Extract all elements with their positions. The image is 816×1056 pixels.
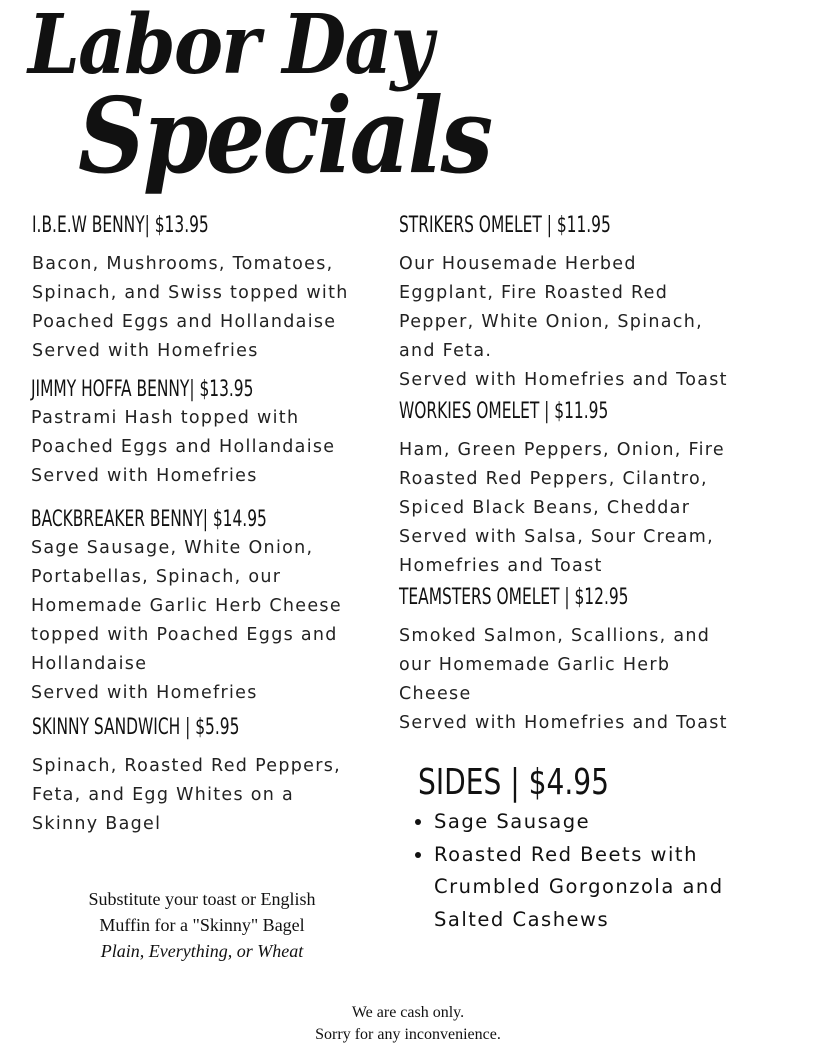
menu-item-description: Spinach, Roasted Red Peppers, Feta, and Egg Whites on a Skinny Bagel bbox=[32, 756, 342, 834]
menu-item-description: Our Housemade Herbed Eggplant, Fire Roasted Red Pepper, White Onion, Spinach, and Feta. Served with Homefries and Toast bbox=[399, 254, 728, 390]
menu-item-heading: BACKBREAKER BENNY| $14.95 bbox=[31, 507, 267, 532]
page-title-line2: Specials bbox=[78, 74, 491, 197]
menu-item-heading: I.B.E.W BENNY| $13.95 bbox=[32, 213, 209, 238]
menu-item-description: Pastrami Hash topped with Poached Eggs and Hollandaise Served with Homefries bbox=[31, 408, 336, 486]
footer-line: We are cash only. bbox=[351, 1004, 465, 1021]
menu-item-workies-omelet bbox=[399, 398, 759, 581]
menu-item-ibew-benny bbox=[32, 212, 392, 366]
menu-item-description: Sage Sausage, White Onion, Portabellas, Spinach, our Homemade Garlic Herb Cheese topped with Poached Eggs and Hollandaise Served with Homefries bbox=[31, 538, 342, 703]
menu-item-backbreaker-benny bbox=[31, 506, 391, 708]
page-title-line1: Labor Day bbox=[28, 0, 432, 93]
substitution-note bbox=[52, 886, 352, 964]
menu-item-jimmy-hoffa-benny bbox=[31, 376, 391, 491]
menu-item-heading: TEAMSTERS OMELET | $12.95 bbox=[399, 585, 629, 610]
menu-item-strikers-omelet bbox=[399, 212, 759, 395]
menu-item-description: Ham, Green Peppers, Onion, Fire Roasted Red Peppers, Cilantro, Spiced Black Beans, Cheddar Served with Salsa, Sour Cream, Homefries and Toast bbox=[399, 440, 725, 576]
menu-item-teamsters-omelet bbox=[399, 584, 759, 738]
sides-list-item: • Roasted Red Beets with Crumbled Gorgonzola and Salted Cashews bbox=[434, 839, 774, 937]
menu-item-heading: STRIKERS OMELET | $11.95 bbox=[399, 213, 611, 238]
menu-item-heading: WORKIES OMELET | $11.95 bbox=[399, 399, 609, 424]
menu-item-description: Smoked Salmon, Scallions, and our Homemade Garlic Herb Cheese Served with Homefries and Toast bbox=[399, 626, 728, 733]
footer bbox=[0, 1002, 816, 1046]
footer-line: Sorry for any inconvenience. bbox=[315, 1026, 501, 1043]
sides-list-item: • Sage Sausage bbox=[434, 806, 774, 839]
sides-list bbox=[410, 806, 774, 936]
menu-item-description: Bacon, Mushrooms, Tomatoes, Spinach, and Swiss topped with Poached Eggs and Hollandaise Served with Homefries bbox=[32, 254, 349, 361]
menu-item-skinny-sandwich bbox=[32, 714, 392, 839]
sides-heading: SIDES | $4.95 bbox=[418, 762, 610, 803]
note-options: Plain, Everything, or Wheat bbox=[100, 941, 304, 961]
note-line: Substitute your toast or English bbox=[88, 889, 316, 909]
menu-item-heading: JIMMY HOFFA BENNY| $13.95 bbox=[31, 377, 254, 402]
menu-item-heading: SKINNY SANDWICH | $5.95 bbox=[32, 715, 240, 740]
note-line: Muffin for a "Skinny" Bagel bbox=[99, 915, 305, 935]
